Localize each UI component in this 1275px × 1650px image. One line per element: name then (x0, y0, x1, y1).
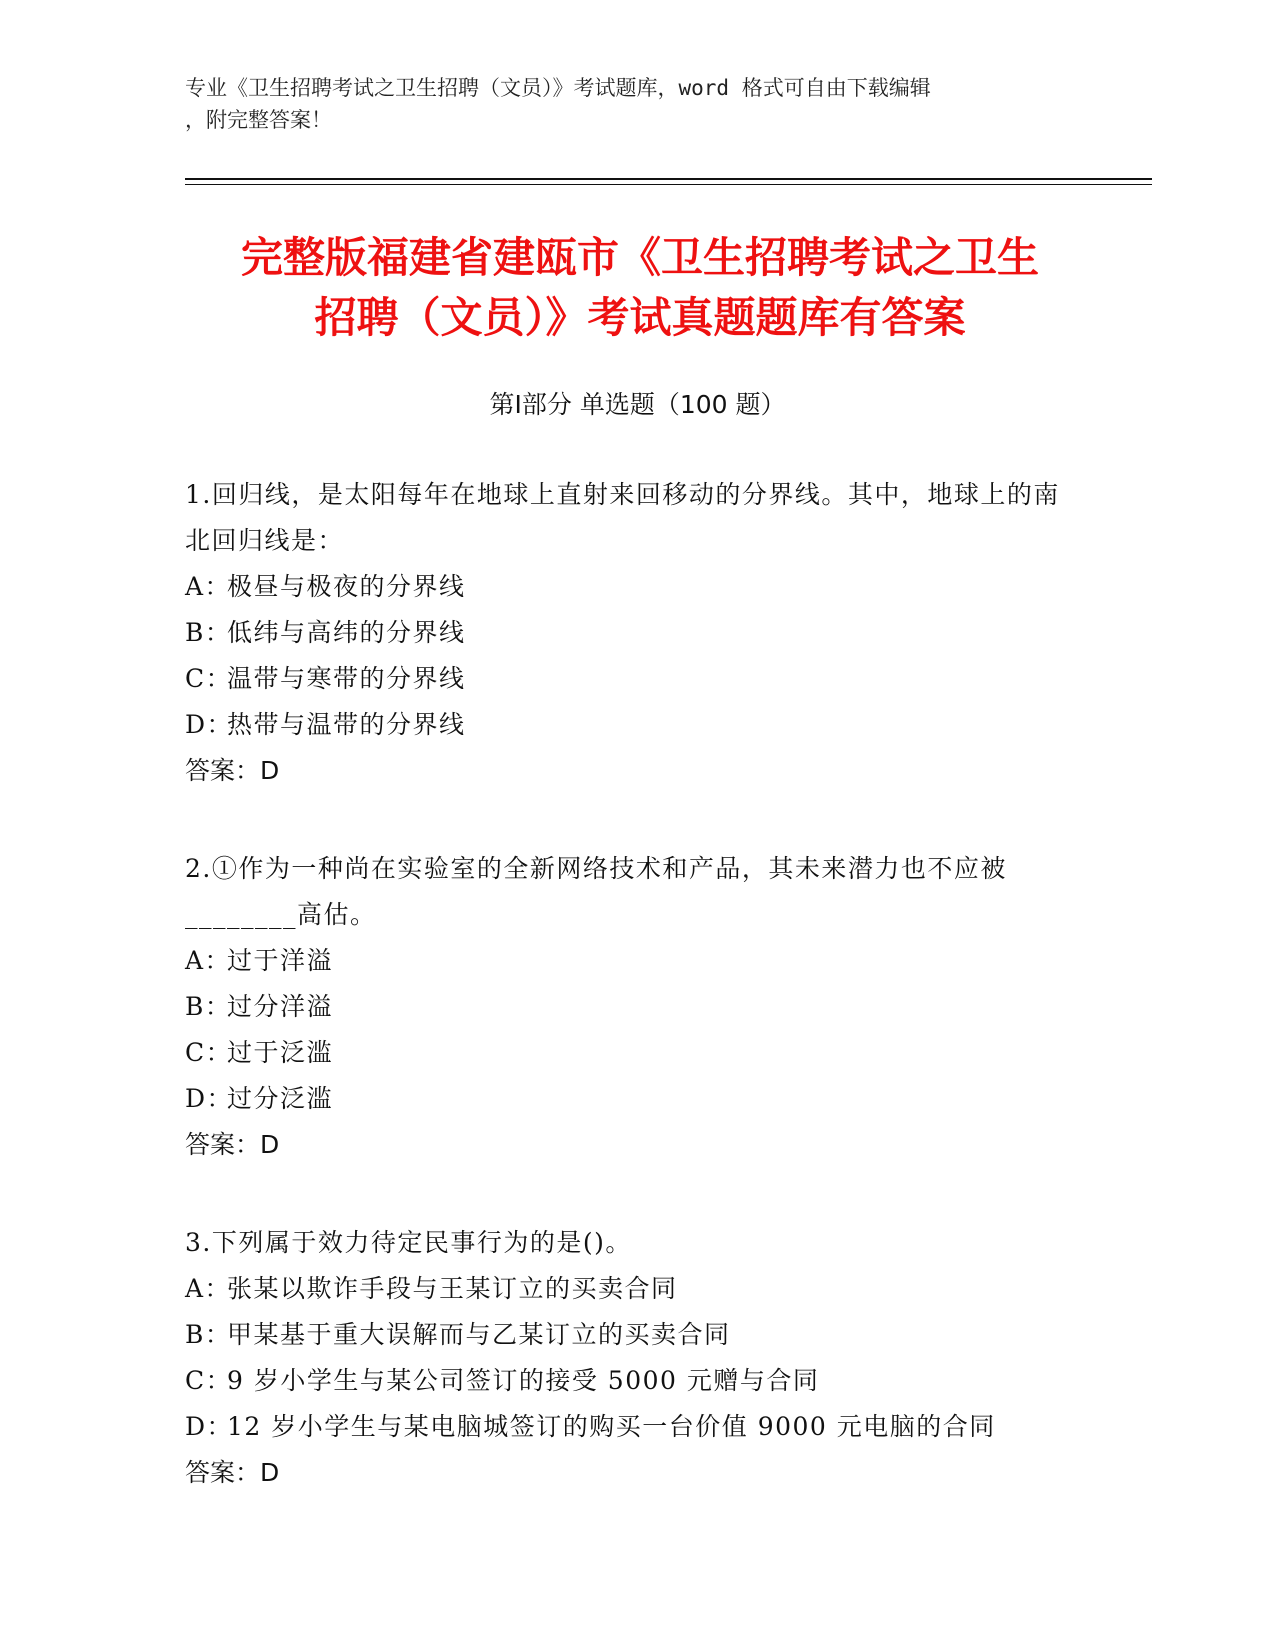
option-b (185, 610, 1075, 656)
answer-line: 答案：D (185, 756, 280, 785)
option-text: 甲某基于重大误解而与乙某订立的买卖合同 (227, 1320, 731, 1349)
option-c (185, 1358, 1075, 1404)
option-a (185, 564, 1075, 610)
option-key: C： (185, 1366, 233, 1395)
option-key: A： (185, 1274, 232, 1303)
option-key: A： (185, 572, 232, 601)
header-divider-thick (185, 178, 1152, 180)
option-d (185, 702, 1075, 748)
question-3 (185, 1220, 1075, 1496)
title-line-1: 完整版福建省建瓯市《卫生招聘考试之卫生 (240, 233, 1039, 282)
option-key: D： (185, 710, 234, 739)
option-key: D： (185, 1412, 234, 1441)
option-text: 过于泛滥 (227, 1038, 334, 1067)
header-divider-thin (185, 184, 1152, 185)
option-key: D： (185, 1084, 234, 1113)
option-text: 12 岁小学生与某电脑城签订的购买一台价值 9000 元电脑的合同 (227, 1412, 996, 1441)
option-c (185, 656, 1075, 702)
answer-line: 答案：D (185, 1130, 280, 1159)
option-text: 低纬与高纬的分界线 (227, 618, 466, 647)
option-text: 热带与温带的分界线 (227, 710, 466, 739)
question-stem: 1.回归线，是太阳每年在地球上直射来回移动的分界线。其中，地球上的南北回归线是： (185, 480, 1060, 555)
document-header (185, 72, 1065, 136)
title-line-2: 招聘（文员）》考试真题题库有答案 (314, 293, 966, 342)
option-text: 温带与寒带的分界线 (227, 664, 466, 693)
document-title (180, 228, 1100, 348)
option-text: 过分洋溢 (227, 992, 334, 1021)
option-text: 极昼与极夜的分界线 (227, 572, 466, 601)
option-key: C： (185, 664, 233, 693)
option-b (185, 984, 1075, 1030)
option-a (185, 1266, 1075, 1312)
option-text: 9 岁小学生与某公司签订的接受 5000 元赠与合同 (227, 1366, 820, 1395)
answer-line: 答案：D (185, 1458, 280, 1487)
option-key: A： (185, 946, 232, 975)
option-d (185, 1404, 1075, 1450)
option-key: C： (185, 1038, 233, 1067)
option-key: B： (185, 992, 232, 1021)
option-a (185, 938, 1075, 984)
option-d (185, 1076, 1075, 1122)
option-text: 张某以欺诈手段与王某订立的买卖合同 (227, 1274, 678, 1303)
option-key: B： (185, 1320, 232, 1349)
option-c (185, 1030, 1075, 1076)
section-heading: 第Ⅰ部分 单选题（100 题） (489, 390, 786, 419)
header-line-1: 专业《卫生招聘考试之卫生招聘（文员）》考试题库，word 格式可自由下载编辑 (185, 76, 931, 100)
option-text: 过分泛滥 (227, 1084, 334, 1113)
option-text: 过于洋溢 (227, 946, 334, 975)
header-line-2: ，附完整答案！ (185, 108, 332, 132)
question-stem: 2.①作为一种尚在实验室的全新网络技术和产品，其未来潜力也不应被________高估。 (185, 854, 1007, 929)
question-stem: 3.下列属于效力待定民事行为的是()。 (185, 1228, 632, 1257)
question-1 (185, 472, 1075, 794)
option-b (185, 1312, 1075, 1358)
question-2 (185, 846, 1075, 1168)
option-key: B： (185, 618, 232, 647)
question-list (185, 472, 1075, 1548)
